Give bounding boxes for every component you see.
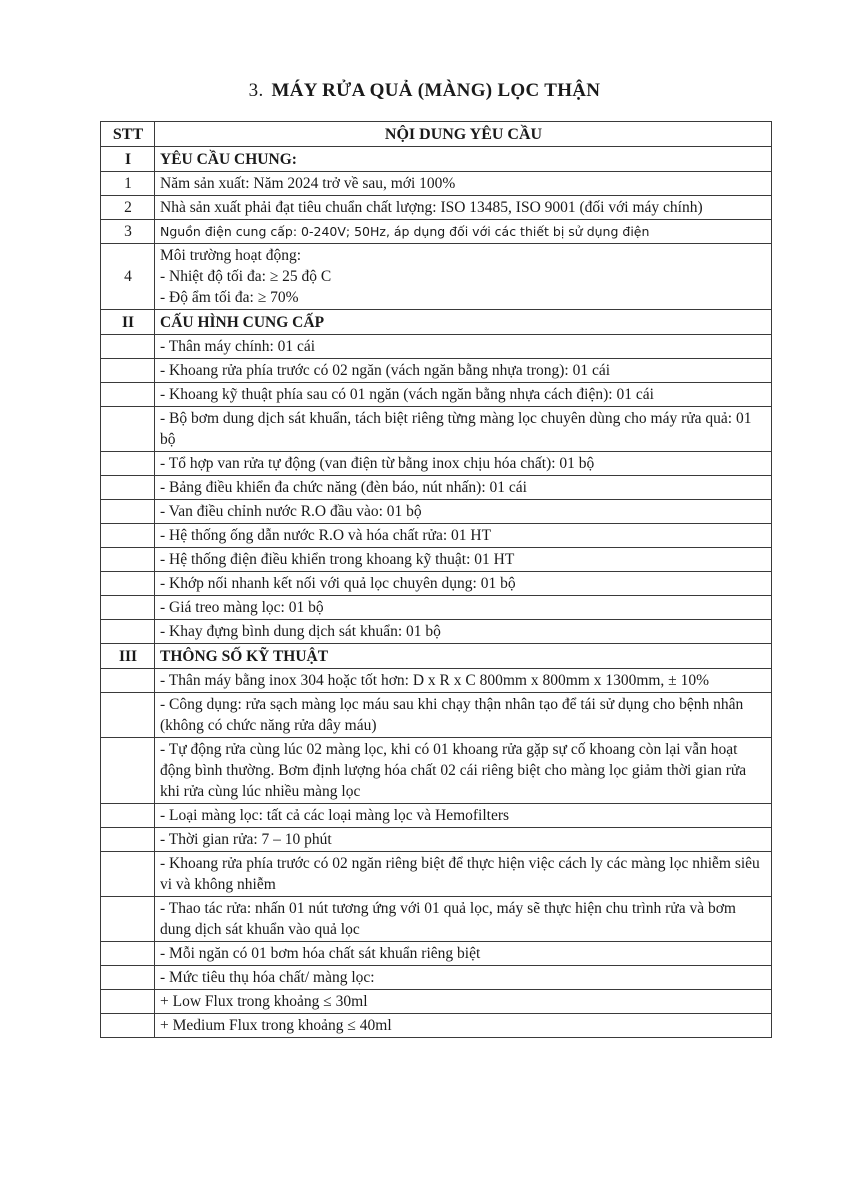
row-number <box>101 383 155 407</box>
row-content: - Giá treo màng lọc: 01 bộ <box>155 596 772 620</box>
table-row <box>101 452 772 476</box>
table-row <box>101 383 772 407</box>
row-line: Môi trường hoạt động: <box>160 247 302 264</box>
row-number <box>101 1014 155 1038</box>
row-content: - Mức tiêu thụ hóa chất/ màng lọc: <box>155 966 772 990</box>
table-row <box>101 196 772 220</box>
row-content: - Van điều chỉnh nước R.O đầu vào: 01 bộ <box>155 500 772 524</box>
row-content: - Thân máy bằng inox 304 hoặc tốt hơn: D x R x C 800mm x 800mm x 1300mm, ± 10% <box>155 669 772 693</box>
row-content: + Medium Flux trong khoảng ≤ 40ml <box>155 1014 772 1038</box>
row-content: - Thời gian rửa: 7 – 10 phút <box>155 828 772 852</box>
row-content: Nguồn điện cung cấp: 0-240V; 50Hz, áp dụng đối với các thiết bị sử dụng điện <box>155 220 772 244</box>
table-row <box>101 966 772 990</box>
row-number <box>101 966 155 990</box>
table-row <box>101 524 772 548</box>
table-header-row <box>101 122 772 147</box>
row-number: 4 <box>101 244 155 310</box>
row-number <box>101 669 155 693</box>
table-row <box>101 500 772 524</box>
table-row <box>101 669 772 693</box>
row-number <box>101 738 155 804</box>
row-number <box>101 804 155 828</box>
row-number: 2 <box>101 196 155 220</box>
table-row <box>101 897 772 942</box>
table-row <box>101 244 772 310</box>
row-content: - Thao tác rửa: nhấn 01 nút tương ứng với 01 quả lọc, máy sẽ thực hiện chu trình rửa và bơm dung dịch sát khuẩn vào quả lọc <box>155 897 772 942</box>
header-content: NỘI DUNG YÊU CẦU <box>155 122 772 147</box>
row-content: - Khay đựng bình dung dịch sát khuẩn: 01 bộ <box>155 620 772 644</box>
row-number <box>101 452 155 476</box>
table-row <box>101 548 772 572</box>
row-number <box>101 572 155 596</box>
table-body <box>101 147 772 1038</box>
row-content: Năm sản xuất: Năm 2024 trở về sau, mới 100% <box>155 172 772 196</box>
table-row <box>101 335 772 359</box>
section-row <box>101 147 772 172</box>
row-number <box>101 500 155 524</box>
row-content: - Tự động rửa cùng lúc 02 màng lọc, khi có 01 khoang rửa gặp sự cố khoang còn lại vẫn hoạt động bình thường. Bơm định lượng hóa chất 02 cái riêng biệt cho màng lọc giảm thời gian rửa khi rửa cùng lúc nhiều màng lọc <box>155 738 772 804</box>
row-number <box>101 897 155 942</box>
row-number <box>101 476 155 500</box>
table-row <box>101 572 772 596</box>
row-content: Nhà sản xuất phải đạt tiêu chuẩn chất lượng: ISO 13485, ISO 9001 (đối với máy chính) <box>155 196 772 220</box>
row-content: - Thân máy chính: 01 cái <box>155 335 772 359</box>
row-content: - Khoang rửa phía trước có 02 ngăn riêng biệt để thực hiện việc cách ly các màng lọc nhiễm siêu vi và không nhiễm <box>155 852 772 897</box>
row-content: - Khoang rửa phía trước có 02 ngăn (vách ngăn bằng nhựa trong): 01 cái <box>155 359 772 383</box>
row-number <box>101 620 155 644</box>
row-number <box>101 524 155 548</box>
row-content: - Khoang kỹ thuật phía sau có 01 ngăn (vách ngăn bằng nhựa cách điện): 01 cái <box>155 383 772 407</box>
title-number: 3. <box>248 80 264 101</box>
row-number <box>101 335 155 359</box>
section-heading: CẤU HÌNH CUNG CẤP <box>155 310 772 335</box>
table-row <box>101 1014 772 1038</box>
row-number <box>101 359 155 383</box>
table-row <box>101 693 772 738</box>
table-row <box>101 990 772 1014</box>
table-row <box>101 942 772 966</box>
row-content: - Bảng điều khiển đa chức năng (đèn báo, nút nhấn): 01 cái <box>155 476 772 500</box>
row-content: - Khớp nối nhanh kết nối với quả lọc chuyên dụng: 01 bộ <box>155 572 772 596</box>
row-content <box>155 244 772 310</box>
section-number: I <box>101 147 155 172</box>
title-text: MÁY RỬA QUẢ (MÀNG) LỌC THẬN <box>271 80 601 101</box>
row-number: 1 <box>101 172 155 196</box>
table-row <box>101 852 772 897</box>
table-row <box>101 738 772 804</box>
row-number <box>101 852 155 897</box>
row-content: - Tổ hợp van rửa tự động (van điện từ bằng inox chịu hóa chất): 01 bộ <box>155 452 772 476</box>
row-number <box>101 693 155 738</box>
section-row <box>101 310 772 335</box>
section-number: II <box>101 310 155 335</box>
row-number <box>101 596 155 620</box>
row-content: - Hệ thống điện điều khiển trong khoang kỹ thuật: 01 HT <box>155 548 772 572</box>
section-number: III <box>101 644 155 669</box>
table-row <box>101 828 772 852</box>
table-row <box>101 220 772 244</box>
section-row <box>101 644 772 669</box>
header-stt: STT <box>101 122 155 147</box>
row-number: 3 <box>101 220 155 244</box>
table-row <box>101 359 772 383</box>
requirements-table <box>100 121 772 1038</box>
table-row <box>101 596 772 620</box>
table-row <box>101 620 772 644</box>
row-number <box>101 828 155 852</box>
row-content: - Loại màng lọc: tất cả các loại màng lọc và Hemofilters <box>155 804 772 828</box>
row-line: - Độ ẩm tối đa: ≥ 70% <box>160 289 299 306</box>
section-heading: YÊU CẦU CHUNG: <box>155 147 772 172</box>
row-number <box>101 407 155 452</box>
row-content: - Hệ thống ống dẫn nước R.O và hóa chất rửa: 01 HT <box>155 524 772 548</box>
row-line: - Nhiệt độ tối đa: ≥ 25 độ C <box>160 268 332 285</box>
table-row <box>101 407 772 452</box>
row-number <box>101 942 155 966</box>
row-content: - Công dụng: rửa sạch màng lọc máu sau khi chạy thận nhân tạo để tái sử dụng cho bệnh nhân (không có chức năng rửa dây máu) <box>155 693 772 738</box>
section-heading: THÔNG SỐ KỸ THUẬT <box>155 644 772 669</box>
document-title <box>0 80 849 102</box>
row-number <box>101 548 155 572</box>
row-content: - Bộ bơm dung dịch sát khuẩn, tách biệt riêng từng màng lọc chuyên dùng cho máy rửa quả: 01 bộ <box>155 407 772 452</box>
row-content: - Mỗi ngăn có 01 bơm hóa chất sát khuẩn riêng biệt <box>155 942 772 966</box>
table-row <box>101 172 772 196</box>
table-row <box>101 476 772 500</box>
table-row <box>101 804 772 828</box>
row-content: + Low Flux trong khoảng ≤ 30ml <box>155 990 772 1014</box>
row-number <box>101 990 155 1014</box>
